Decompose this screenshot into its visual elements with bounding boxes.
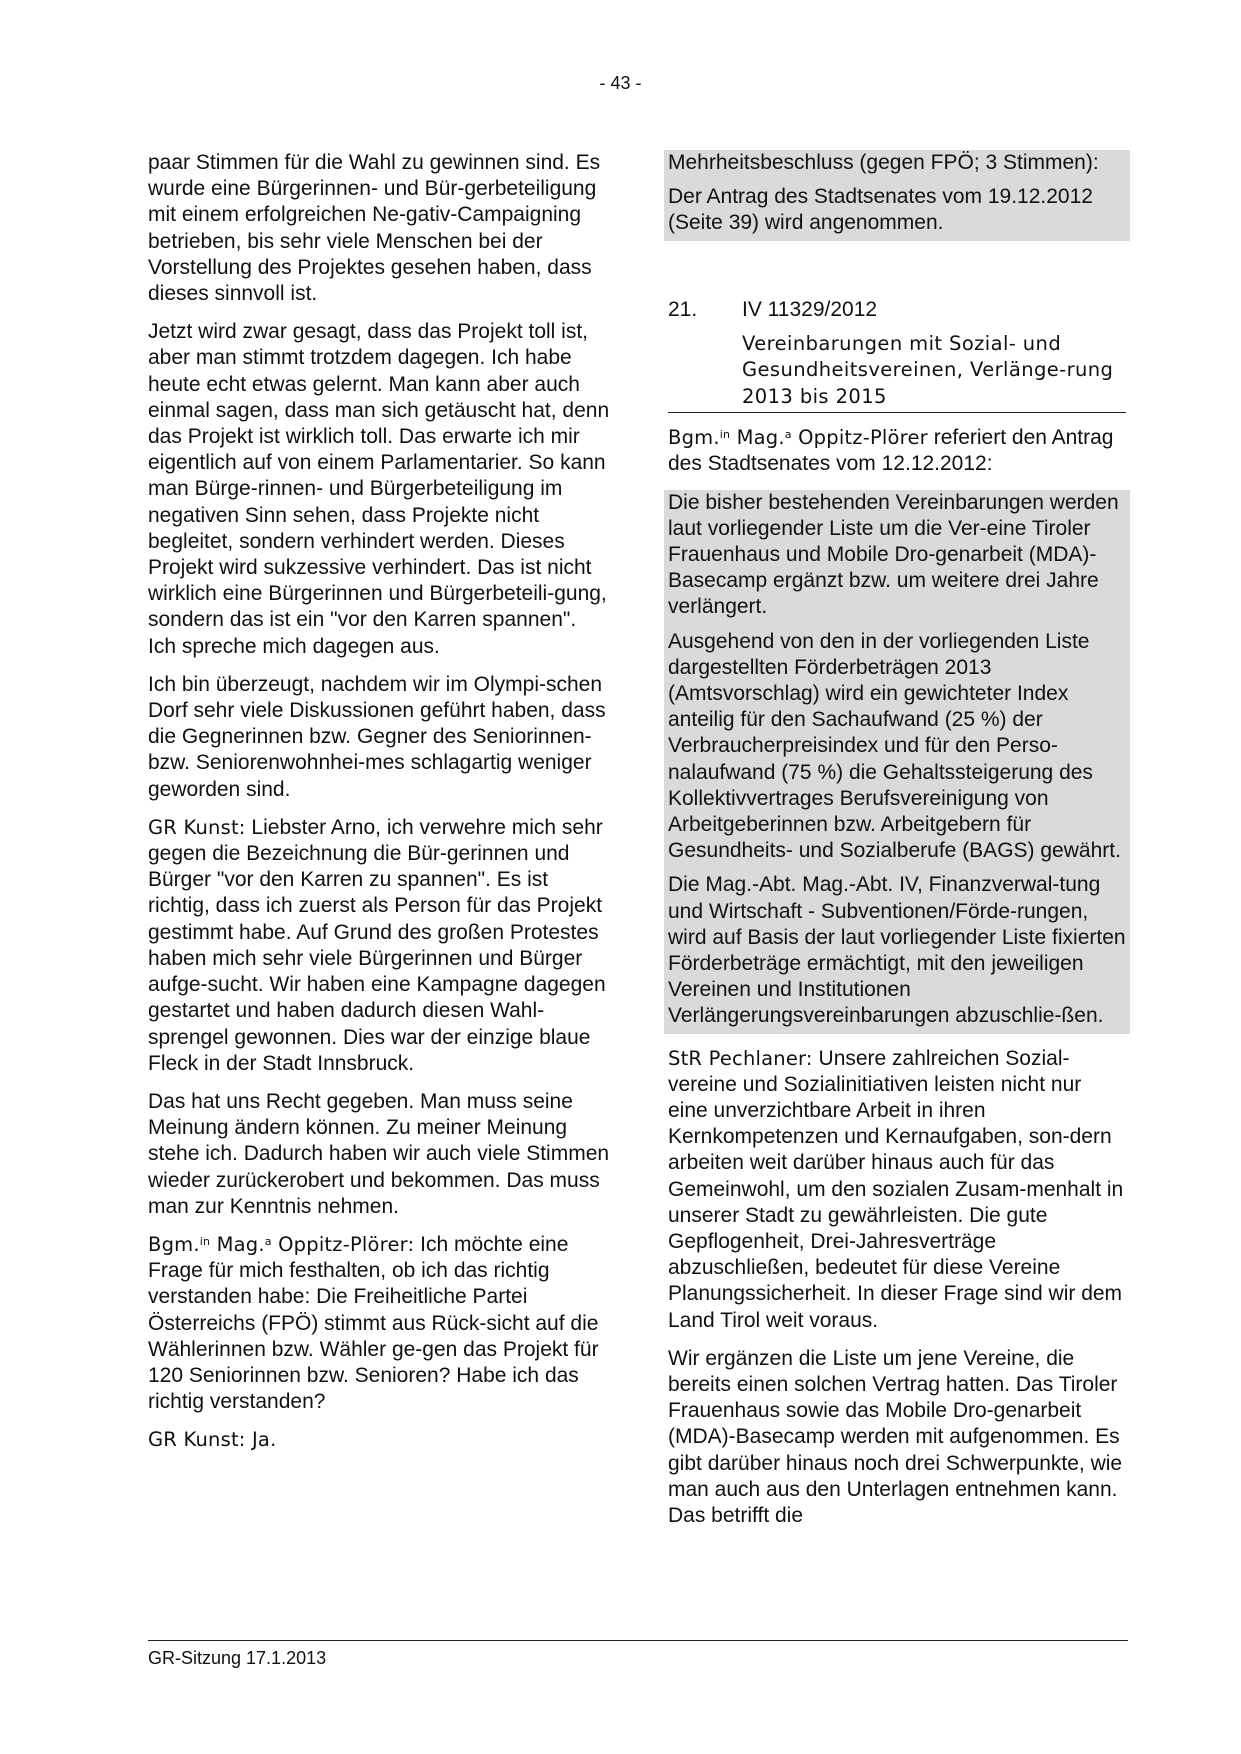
right-column	[668, 150, 1126, 1541]
motion-paragraph: Die Mag.-Abt. Mag.-Abt. IV, Finanzverwal-tung und Wirtschaft - Subventionen/Förde-rungen, wird auf Basis der laut vorliegender Liste fixierten Förderbeträge ermächtigt, mit den jeweiligen Vereinen und Institutionen Verlängerungsvereinbarungen abzuschlie-ßen.	[668, 873, 1126, 1028]
paragraph: Jetzt wird zwar gesagt, dass das Projekt toll ist, aber man stimmt trotzdem dagegen. Ich habe heute echt etwas gelernt. Man kann aber auch einmal sagen, dass man sich getäuscht hat, denn das Projekt ist wirklich toll. Das erwarte ich mir eigentlich auf von einem Parlamentarier. So kann man Bürge-rinnen- und Bürgerbeteiligung im negativen Sinn sehen, dass Projekte nicht begleitet, sondern verhindert werden. Dieses Projekt wird sukzessive verhindert. Das ist nicht wirklich eine Bürgerinnen und Bürgerbeteili-gung, sondern das ist ein "vor den Karren spannen". Ich spreche mich dagegen aus.	[148, 320, 610, 658]
speech-text: Ich möchte eine Frage für mich festhalten, ob ich das richtig verstanden habe: Die Freiheitliche Partei Österreichs (FPÖ) stimmt aus Rück-sicht auf die Wählerinnen bzw. Wähler ge-gen das Projekt für 120 Seniorinnen bzw. Senioren? Habe ich das richtig verstanden?	[148, 1232, 599, 1414]
decision-text: Der Antrag des Stadtsenates vom 19.12.2012 (Seite 39) wird angenommen.	[668, 185, 1093, 235]
speech-paragraph	[148, 1232, 610, 1415]
motion-block	[664, 490, 1130, 1034]
paragraph: Das hat uns Recht gegeben. Man muss seine Meinung ändern können. Zu meiner Meinung stehe ich. Dadurch haben wir auch viele Stimmen wieder zurückerobert und bekommen. Das muss man zur Kenntnis nehmen.	[148, 1089, 610, 1218]
paragraph: paar Stimmen für die Wahl zu gewinnen sind. Es wurde eine Bürgerinnen- und Bür-gerbeteiligung mit einem erfolgreichen Ne-gativ-Campaigning betrieben, bis sehr viele Menschen bei der Vorstellung des Projektes gesehen haben, dass dieses sinnvoll ist.	[148, 151, 601, 306]
item-reference: IV 11329/2012	[742, 297, 878, 321]
agenda-item	[668, 297, 1126, 414]
speech-paragraph	[148, 815, 610, 1077]
paragraph: Ich bin überzeugt, nachdem wir im Olympi-schen Dorf sehr viele Diskussionen geführt haben, dass die Gegnerinnen bzw. Gegner des Seniorinnen- bzw. Seniorenwohnhei-mes schlagartig weniger geworden sind.	[148, 672, 606, 801]
footer-text: GR-Sitzung 17.1.2013	[148, 1648, 327, 1668]
speaker-name: Bgm.$^{in}$ Mag.$^a$ Oppitz-Plörer:	[148, 1232, 415, 1256]
speech-paragraph	[668, 425, 1126, 477]
footer-divider	[148, 1640, 1128, 1641]
speech-text: referiert den Antrag des Stadtsenates vom 12.12.2012:	[668, 426, 1114, 476]
speech-paragraph: GR Kunst: Ja.	[148, 1428, 277, 1452]
speech-text: Liebster Arno, ich verwehre mich sehr gegen die Bezeichnung die Bür-gerinnen und Bürger "vor den Karren zu spannen". Es ist richtig, dass ich zuerst als Person für das Projekt gestimmt habe. Auf Grund des großen Protestes haben mich sehr viele Bürgerinnen und Bürger aufge-sucht. Wir haben eine Kampagne dagegen gestartet und haben dadurch diesen Wahl-sprengel gewonnen. Dies war der einzige blaue Fleck in der Stadt Innsbruck.	[148, 815, 606, 1075]
motion-paragraph: Die bisher bestehenden Vereinbarungen werden laut vorliegender Liste um die Ver-eine Tiroler Frauenhaus und Mobile Dro-genarbeit (MDA)-Basecamp ergänzt bzw. um weitere drei Jahre verlängert.	[668, 490, 1119, 619]
item-divider	[668, 412, 1126, 413]
item-title: Vereinbarungen mit Sozial- und Gesundheitsvereinen, Verlänge-rung 2013 bis 2015	[742, 331, 1114, 408]
item-number: 21.	[668, 297, 698, 321]
speaker-name: GR Kunst:	[148, 815, 246, 839]
decision-block	[664, 150, 1130, 241]
paragraph: Wir ergänzen die Liste um jene Vereine, die bereits einen solchen Vertrag hatten. Das Tiroler Frauenhaus sowie das Mobile Dro-genarbeit (MDA)-Basecamp werden mit aufgenommen. Es gibt darüber hinaus noch drei Schwerpunkte, wie man auch aus den Unterlagen entnehmen kann. Das betrifft die	[668, 1346, 1123, 1528]
motion-paragraph: Ausgehend von den in der vorliegenden Liste dargestellten Förderbeträgen 2013 (Amtsvorschlag) wird ein gewichteter Index anteilig für den Sachaufwand (25 %) der Verbraucherpreisindex und für den Perso-nalaufwand (75 %) die Gehaltssteigerung des Kollektivvertrages Berufsvereinigung von Arbeitgeberinnen bzw. Arbeitgebern für Gesundheits- und Sozialberufe (BAGS) gewährt.	[668, 629, 1121, 863]
speech-text: Unsere zahlreichen Sozial-vereine und Sozialinitiativen leisten nicht nur eine unverzichtbare Arbeit in ihren Kernkompetenzen und Kernaufgaben, son-dern arbeiten weit darüber hinaus auch für das Gemeinwohl, um den sozialen Zusam-menhalt in unserer Stadt zu gewährleisten. Die gute Gepflogenheit, Drei-Jahresverträge abzuschließen, bedeutet für diese Vereine Planungssicherheit. In dieser Frage sind wir dem Land Tirol weit voraus.	[668, 1046, 1124, 1332]
page-number: - 43 -	[599, 73, 642, 93]
speech-paragraph	[668, 1046, 1126, 1334]
speaker-name: StR Pechlaner:	[668, 1046, 813, 1070]
speaker-name: Bgm.$^{in}$ Mag.$^a$ Oppitz-Plörer	[668, 426, 928, 450]
left-column	[148, 150, 610, 1466]
decision-result: Mehrheitsbeschluss (gegen FPÖ; 3 Stimmen):	[668, 151, 1099, 174]
